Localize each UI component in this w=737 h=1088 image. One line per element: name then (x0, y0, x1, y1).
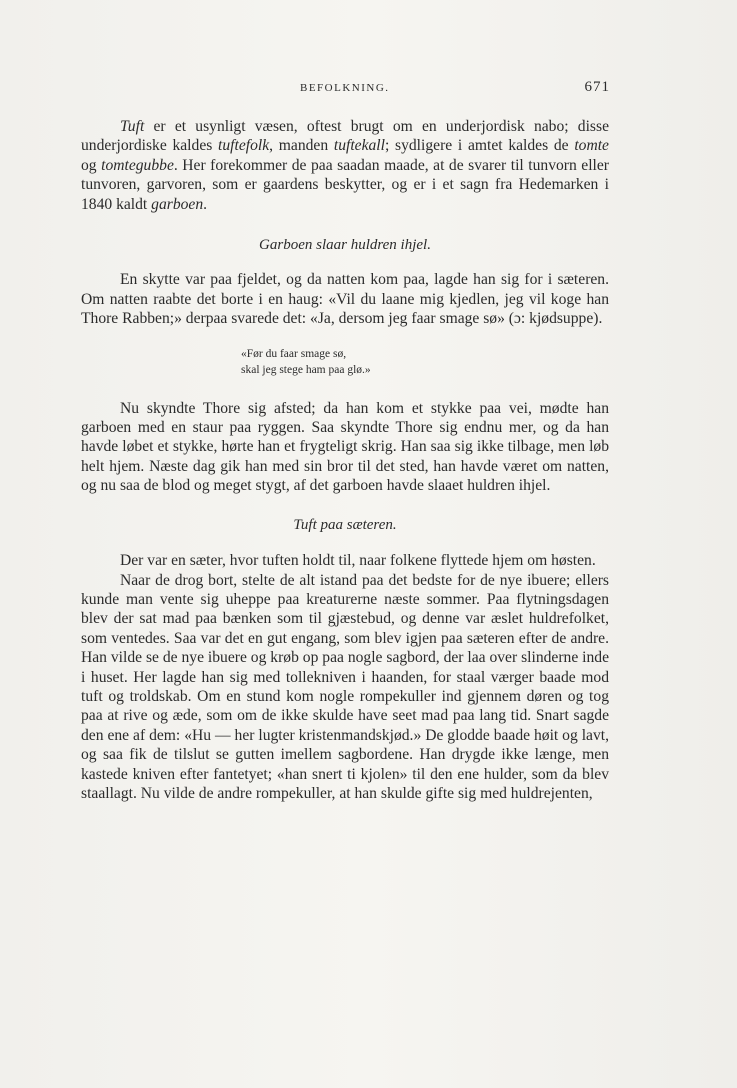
intro-term-tomtegubbe: tomtegubbe (101, 156, 174, 174)
story2-paragraph-2: Naar de drog bort, stelte de alt istand paa det bedste for de nye ibuere; ellers kunde man vente sig uheppe paa kreaturerne næste sommer. Paa flytningsdagen blev der sat mad paa bænken som til gjæstebud, og denne var æslet huldrefolket, som ventedes. Saa var det en gut engang, som blev igjen paa sæteren efter de andre. Han vilde se de nye ibuere og krøb op paa nogle sagbord, der laa over slinderne inde i huset. Her lagde han sig med tollekniven i haanden, for staal værger baade mod tuft og troldskab. Om en stund kom nogle rompekuller ind gjennem døren og tog paa at rive og æde, som om de ikke skulde have seet mad paa lang tid. Snart sagde den ene af dem: «Hu — her lugter kristenmandskjød.» De glodde baade høit og lavt, og saa fik de tilslut se gutten imellem sagbordene. Han drygde ikke længe, men kastede kniven efter fantetyet; «han snert ti kjolen» til den ene hulder, som da blev staallagt. Nu vilde de andre rompekuller, at han skulde gifte sig med huldrejenten, (81, 571, 609, 802)
intro-text: er et usynligt væsen, oftest brugt om en underjordisk nabo; disse underjordiske kaldes (81, 118, 609, 155)
verse-line: skal jeg stege ham paa glø.» (241, 364, 371, 377)
intro-text: . Her forekommer de paa saadan maade, at de svarer til tunvorn eller tunvoren, garvoren, som er gaardens beskytter, og er i et sagn fra Hedemarken i 1840 kaldt (81, 156, 609, 213)
intro-term-tuftefolk: tuftefolk (218, 137, 270, 155)
story1-paragraph-2: Nu skyndte Thore sig afsted; da han kom et stykke paa vei, mødte han garboen med en staur paa ryggen. Saa skyndte Thore sig endnu mer, og da han havde løbet et stykke, hørte han et frygteligt skrig. Han saa sig ikke tilbage, men løb helt hjem. Næste dag gik han med sin bror til det sted, han havde været om natten, og nu saa de blod og meget stygt, af det garboen havde slaaet huldren ihjel. (81, 399, 609, 495)
section-heading-tuft: Tuft paa sæteren. (293, 516, 397, 533)
verse-quote (241, 346, 609, 379)
story1-paragraph-1: En skytte var paa fjeldet, og da natten kom paa, lagde han sig for i sæteren. Om natten raabte det borte i en haug: «Vil du laane mig kjedlen, jeg vil koge han Thore Rabben;» derpaa svarede det: «Ja, dersom jeg faar smage sø» (ɔ: kjødsuppe). (81, 271, 609, 328)
page-header (80, 80, 610, 100)
section-heading-garboen: Garboen slaar huldren ihjel. (259, 237, 431, 254)
intro-text: ; sydligere i amtet kaldes de (384, 137, 575, 155)
intro-term-tuftekall: tuftekall (333, 137, 385, 155)
page-number: 671 (584, 79, 610, 95)
running-head: BEFOLKNING. (300, 82, 390, 94)
story2-paragraph-1: Der var en sæter, hvor tuften holdt til, naar folkene flyttede hjem om høsten. (120, 552, 596, 570)
verse-line: «Før du faar smage sø, (241, 347, 347, 360)
intro-term-garboen: garboen (151, 195, 204, 213)
intro-text: . (203, 195, 208, 213)
intro-text: , manden (269, 137, 334, 155)
intro-text: og (81, 156, 102, 174)
intro-paragraph (81, 117, 609, 214)
intro-term-tomte: tomte (574, 137, 609, 155)
intro-term-tuft: Tuft (120, 118, 145, 135)
page-body (81, 117, 609, 803)
